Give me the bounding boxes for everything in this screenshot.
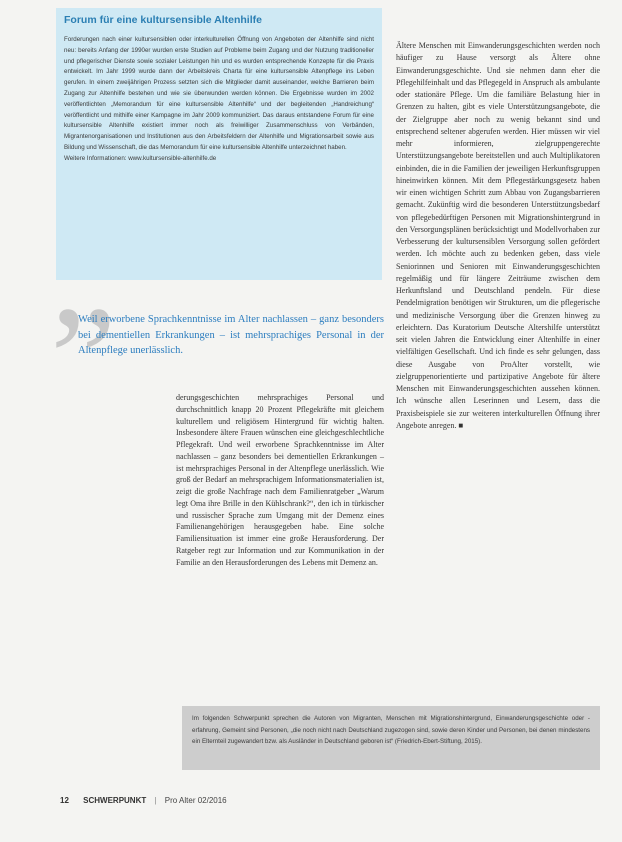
right-column-text: Ältere Menschen mit Einwanderungsgeschichten werden noch häufiger zu Hause versorgt als Ältere ohne Einwanderungsgeschichte. Und sie nehmen dann eher die Pflegehilfeinhalt und das Pflegegeld in Anspruch als ambulante oder stationäre Pflege. Um die familiäre Belastung hier in Grenzen zu halten, gibt es viele Unterstützungsangebote, die der Zielgruppe aber noch zu wenig bekannt sind und entsprechend seltener abgerufen werden. Hier müssen wir viel mehr informieren, zielgruppengerechte Unterstützungsangebote bereitstellen und auch Multiplikatoren einbinden, die in die Familien der jeweiligen Herkunftsgruppen hineinwirken können. Mit dem Pflegestärkungsgesetz haben wir einen wichtigen Schritt zum Abbau von Zugangsbarrieren gemacht. Zukünftig wird die besonderen Unterstützungsbedarf von pflegebedürftigen Personen mit Migrationshintergrund in den Versorgungsplänen berücksichtigt und Modellvorhaben zur Verbesserung der kultursensiblen Versorgung sollen gefördert werden. Ich möchte auch zu bedenken geben, dass viele Seniorinnen und Senioren mit Einwanderungsgeschichten regelmäßig und für längere Zeiträume zwischen dem Herkunftsland und Deutschland pendeln. Für diese Pendelmigration benötigen wir Strukturen, um die pflegerische und medizinische Versorgung über die Grenzen hinweg zu erleichtern. Das Kuratorium Deutsche Altershilfe unterstützt seit vielen Jahren die Entwicklung einer Altenhilfe in einer vielfältigen Gesellschaft. Und ich finde es sehr gelungen, dass diese Ausgabe von ProAlter vorstellt, wie zielgruppenorientierte und partizipative Angebote für ältere Menschen mit Einwanderungsgeschichten aussehen können. Ich wünsche allen Leserinnen und Lesern, dass die Praxisbeispiele sie zur weiteren interkulturellen Öffnung ihrer Angebote anregen. ■ <box>396 41 600 430</box>
footer-separator: | <box>154 796 157 805</box>
info-box-more-info: Weitere Informationen: www.kultursensible-altenhilfe.de <box>64 154 217 162</box>
middle-column <box>176 392 384 568</box>
middle-column-text: derungsgeschichten mehrsprachiges Personal und durchschnittlich knapp 20 Prozent Pflegekräfte mit gleichem kulturellem und religiösem Hintergrund für wichtig halten. Insbesondere ältere Frauen wünschen eine gleichgeschlechtliche Pflegekraft. Und weil erworbene Sprachkenntnisse im Alter nachlassen – ganz besonders bei dementiellen Erkrankungen – ist mehrsprachiges Personal in der Altenpflege unerlässlich. Wie groß der Bedarf an mehrsprachigem Informationsmaterialien ist, zeigt die große Nachfrage nach dem Familienratgeber „Warum legt Oma ihre Brille in den Kühlschrank?“, den ich in türkischer und russischer Sprache zum Umgang mit der Demenz eines Familienangehörigen herausgegeben habe. Eine solche Familiensituation ist immer eine große Herausforderung. Der Ratgeber regt zur Information und zur Kommunikation in der Familie an den Herausforderungen des Lebens mit Demenz an. <box>176 393 384 567</box>
info-box-body <box>64 35 374 165</box>
page-number: 12 <box>60 796 69 805</box>
section-name: SCHWERPUNKT <box>83 796 147 805</box>
info-box <box>56 8 382 280</box>
right-column <box>396 40 600 432</box>
page-footer <box>60 796 227 810</box>
magazine-issue: Pro Alter 02/2016 <box>164 796 227 805</box>
pull-quote: Weil erworbene Sprachkenntnisse im Alter nachlassen – ganz besonders bei dementiellen Erkrankungen – ist mehrsprachiges Personal in der Altenpflege unerlässlich. <box>78 314 384 356</box>
info-box-text: Forderungen nach einer kultursensiblen oder interkulturellen Öffnung von Angeboten der Altenhilfe sind nicht neu: bereits Anfang der 1990er wurden erste Studien auf Probleme beim Zugang und der Nutzung traditioneller und pflegerischer Dienste sowie sozialer Leistungen hin und es wurden entsprechende Konzepte für die Praxis entwickelt. Im Jahr 1999 wurde dann der Arbeitskreis Charta für eine kultursensible Altenpflege ins Leben gerufen. In einem zweijährigen Prozess setzten sich die Mitglieder damit auseinander, welche Barrieren beim Zugang zur Altenhilfe bestehen und wie sie überwunden werden können. Die Ergebnisse wurden im 2002 veröffentlichten „Memorandum für eine kultursensible Altenhilfe“ und der begleitenden „Handreichung“ veröffentlicht und mithilfe einer Kampagne im Jahr 2009 kommuniziert. Das daraus entstandene Forum für eine kultursensible Altenhilfe existiert immer noch als freiwilliger Zusammenschluss von Verbänden, Migrantenorganisationen und Institutionen aus den Arbeitsfeldern der Altenhilfe und Migrationsarbeit sowie aus Bildung und Wissenschaft, die das Memorandum für eine kultursensible Altenhilfe unterzeichnet haben. <box>64 36 374 151</box>
definition-box: Im folgenden Schwerpunkt sprechen die Autoren von Migranten, Menschen mit Migrationshintergrund, Einwanderungsgeschichte oder -erfahrung, Gemeint sind Personen, „die noch nicht nach Deutschland zugezogen sind, sowie deren Kinder und Personen, bei denen mindestens ein Elternteil zugewandert bzw. als Ausländer in Deutschland geboren ist“ (Friedrich-Ebert-Stiftung, 2015). <box>182 706 600 770</box>
info-box-title: Forum für eine kultursensible Altenhilfe <box>64 14 262 26</box>
